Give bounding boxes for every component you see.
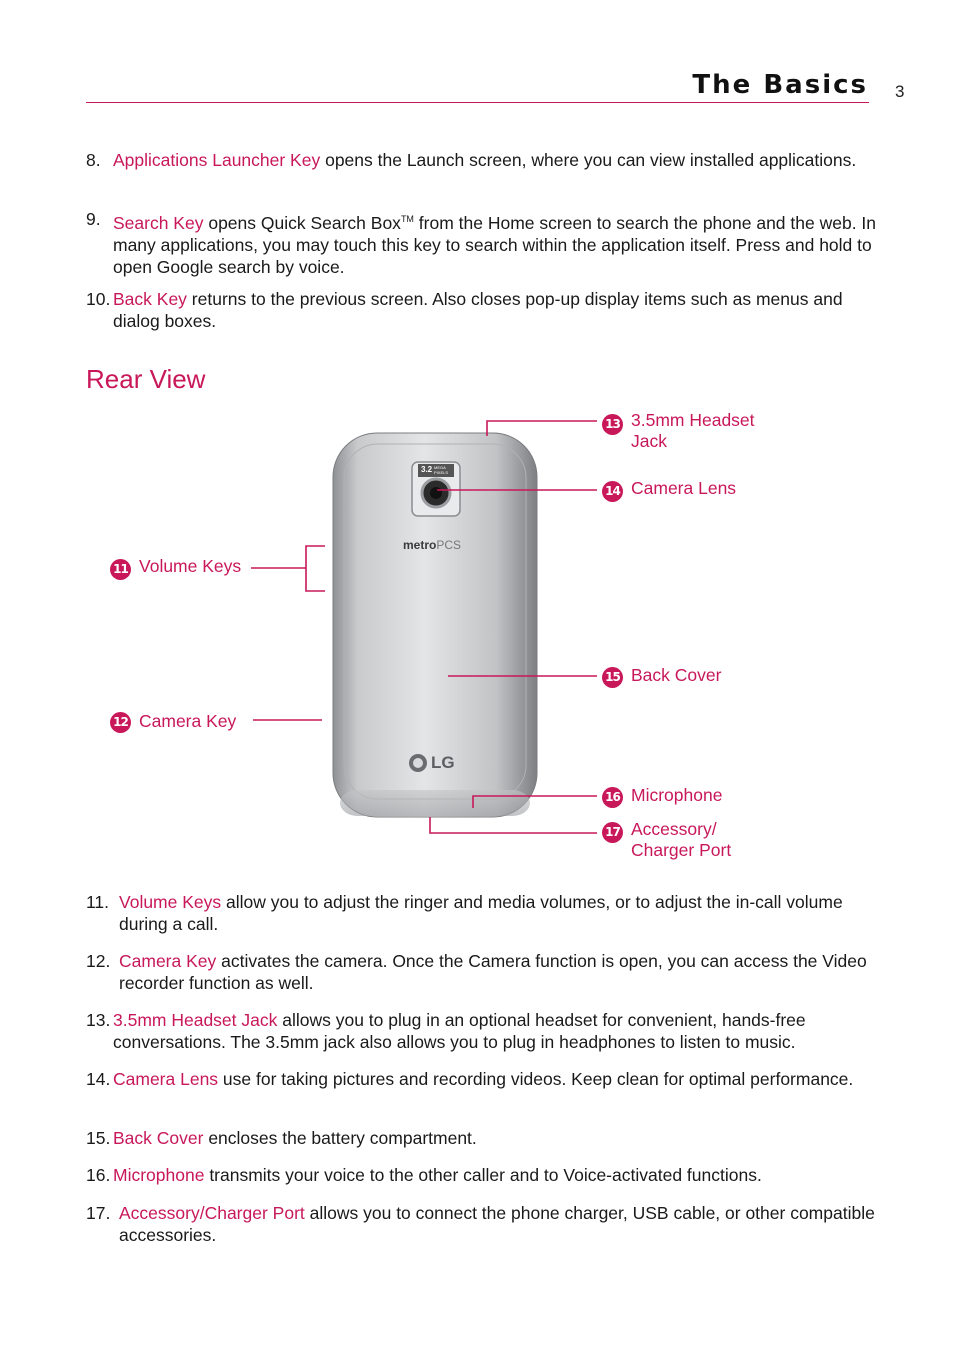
item-text: opens the Launch screen, where you can view installed applications. <box>320 150 857 170</box>
item-term: Back Key <box>113 289 187 309</box>
item-text: allows you to plug in an optional headset for convenient, hands-free conversations. The 3.5mm jack also allows you to plug in headphones to listen to music. <box>113 1010 806 1052</box>
item-text: activates the camera. Once the Camera function is open, you can access the Video recorder function as well. <box>119 951 867 993</box>
page-header-title: The Basics <box>692 70 868 100</box>
callout-badge-16: 16 <box>602 787 623 808</box>
item-term: Accessory/Charger Port <box>119 1203 305 1223</box>
callout-camera-lens: Camera Lens <box>631 478 737 498</box>
callout-badge-14: 14 <box>602 481 623 502</box>
callout-headset-jack: 3.5mm Headset Jack <box>631 410 755 451</box>
item-number: 16. <box>86 1165 111 1185</box>
section-title: Rear View <box>86 364 206 394</box>
callout-badge-15: 15 <box>602 667 623 688</box>
page-number: 3 <box>895 82 905 101</box>
item-number: 15. <box>86 1128 111 1148</box>
callout-volume-keys: Volume Keys <box>139 556 242 576</box>
item-text: transmits your voice to the other caller and to Voice-activated functions. <box>204 1165 762 1185</box>
item-number: 13. <box>86 1010 111 1030</box>
item-number: 8. <box>86 150 101 170</box>
item-term: Back Cover <box>113 1128 204 1148</box>
callout-badge-17: 17 <box>602 822 623 843</box>
manufacturer-logo: LG <box>431 753 455 772</box>
item-term: 3.5mm Headset Jack <box>113 1010 278 1030</box>
trademark-mark: TM <box>400 214 414 224</box>
list-item-15 <box>86 1127 876 1149</box>
item-text: returns to the previous screen. Also closes pop-up display items such as menus and dialog boxes. <box>113 289 843 331</box>
item-text: allows you to connect the phone charger, USB cable, or other compatible accessories. <box>119 1203 875 1245</box>
callout-back-cover: Back Cover <box>631 665 722 685</box>
camera-megapixel-sublabel: MEGA PIXELS <box>434 465 449 475</box>
item-number: 10. <box>86 289 111 309</box>
list-item-11 <box>86 891 876 935</box>
item-number: 14. <box>86 1069 111 1089</box>
list-item-13 <box>86 1009 876 1053</box>
item-term: Camera Key <box>119 951 217 971</box>
callout-badge-11: 11 <box>110 559 131 580</box>
item-term: Volume Keys <box>119 892 222 912</box>
item-text: allow you to adjust the ringer and media volumes, or to adjust the in-call volume during a call. <box>119 892 843 934</box>
item-number: 17. <box>86 1203 111 1223</box>
item-text-before-tm: opens Quick Search Box <box>203 212 401 233</box>
carrier-logo: metroPCS <box>403 538 462 552</box>
item-term: Microphone <box>113 1165 205 1185</box>
list-item-17 <box>86 1202 876 1246</box>
item-number: 9. <box>86 209 101 229</box>
list-item-12 <box>86 950 876 994</box>
camera-megapixel-label: 3.2 <box>421 465 433 474</box>
list-item-14 <box>86 1068 876 1090</box>
callout-microphone: Microphone <box>631 785 723 805</box>
item-text: from the Home screen to search the phone and the web. In many applications, you may touch this key to search within the application itself. Press and hold to open Google search by voice. <box>113 212 877 277</box>
callout-badge-12: 12 <box>110 712 131 733</box>
item-number: 11. <box>86 892 110 912</box>
item-text: encloses the battery compartment. <box>203 1128 477 1148</box>
list-item-16 <box>86 1164 876 1186</box>
item-term: Camera Lens <box>113 1069 219 1089</box>
callout-accessory-port: Accessory/ Charger Port <box>631 819 732 860</box>
callout-badge-13: 13 <box>602 414 623 435</box>
item-number: 12. <box>86 951 111 971</box>
item-term: Applications Launcher Key <box>113 150 321 170</box>
phone-bottom-edge <box>340 790 530 816</box>
callout-camera-key: Camera Key <box>139 711 237 731</box>
item-term: Search Key <box>113 212 204 233</box>
item-text: use for taking pictures and recording videos. Keep clean for optimal performance. <box>218 1069 854 1089</box>
